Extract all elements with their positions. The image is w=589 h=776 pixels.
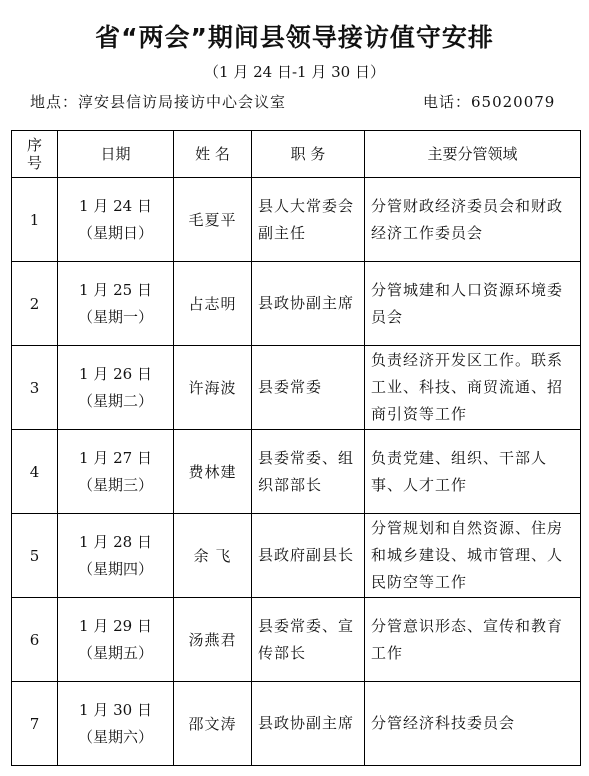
date-text: 1 月 25 日 bbox=[79, 280, 152, 299]
header-date: 日期 bbox=[58, 131, 174, 178]
header-seq bbox=[12, 131, 58, 178]
cell-seq: 1 bbox=[12, 178, 58, 262]
cell-position: 县政协副主席 bbox=[252, 682, 365, 766]
location-text: 地点：淳安县信访局接访中心会议室 bbox=[30, 93, 287, 111]
table-row bbox=[12, 514, 581, 598]
cell-seq: 5 bbox=[12, 514, 58, 598]
table-row bbox=[12, 178, 581, 262]
weekday-text: （星期二） bbox=[77, 391, 153, 410]
weekday-text: （星期一） bbox=[77, 307, 153, 326]
header-seq-line1: 序 bbox=[26, 136, 42, 154]
cell-name: 邵文涛 bbox=[174, 682, 252, 766]
header-position: 职 务 bbox=[252, 131, 365, 178]
date-text: 1 月 29 日 bbox=[79, 616, 152, 635]
header-area: 主要分管领域 bbox=[365, 131, 581, 178]
cell-seq: 2 bbox=[12, 262, 58, 346]
cell-seq: 3 bbox=[12, 346, 58, 430]
cell-area: 负责经济开发区工作。联系工业、科技、商贸流通、招商引资等工作 bbox=[365, 346, 581, 430]
cell-position: 县政府副县长 bbox=[252, 514, 365, 598]
cell-date bbox=[58, 682, 174, 766]
cell-name: 费林建 bbox=[174, 430, 252, 514]
table-row bbox=[12, 346, 581, 430]
cell-seq: 4 bbox=[12, 430, 58, 514]
table-row bbox=[12, 262, 581, 346]
cell-area: 分管规划和自然资源、住房和城乡建设、城市管理、人民防空等工作 bbox=[365, 514, 581, 598]
cell-date bbox=[58, 178, 174, 262]
date-text: 1 月 30 日 bbox=[79, 700, 152, 719]
cell-position: 县委常委、组织部部长 bbox=[252, 430, 365, 514]
weekday-text: （星期五） bbox=[77, 643, 153, 662]
document-title: 省“两会”期间县领导接访值守安排 bbox=[95, 23, 494, 52]
date-text: 1 月 26 日 bbox=[79, 364, 152, 383]
cell-name: 汤燕君 bbox=[174, 598, 252, 682]
cell-date bbox=[58, 430, 174, 514]
cell-position: 县委常委 bbox=[252, 346, 365, 430]
phone-text: 电话：65020079 bbox=[423, 93, 556, 111]
cell-area: 分管城建和人口资源环境委员会 bbox=[365, 262, 581, 346]
cell-date bbox=[58, 514, 174, 598]
cell-name: 占志明 bbox=[174, 262, 252, 346]
cell-date bbox=[58, 598, 174, 682]
table-row bbox=[12, 598, 581, 682]
table-header-row bbox=[12, 131, 581, 178]
cell-date bbox=[58, 262, 174, 346]
table-row bbox=[12, 682, 581, 766]
date-range-subtitle: （1 月 24 日-1 月 30 日） bbox=[204, 63, 385, 81]
weekday-text: （星期日） bbox=[77, 223, 153, 242]
cell-name: 余 飞 bbox=[174, 514, 252, 598]
cell-position: 县人大常委会副主任 bbox=[252, 178, 365, 262]
date-text: 1 月 24 日 bbox=[79, 196, 152, 215]
cell-area: 分管意识形态、宣传和教育工作 bbox=[365, 598, 581, 682]
cell-area: 分管财政经济委员会和财政经济工作委员会 bbox=[365, 178, 581, 262]
date-text: 1 月 28 日 bbox=[79, 532, 152, 551]
cell-area: 负责党建、组织、干部人事、人才工作 bbox=[365, 430, 581, 514]
cell-name: 毛夏平 bbox=[174, 178, 252, 262]
cell-seq: 6 bbox=[12, 598, 58, 682]
date-text: 1 月 27 日 bbox=[79, 448, 152, 467]
cell-seq: 7 bbox=[12, 682, 58, 766]
weekday-text: （星期三） bbox=[77, 475, 153, 494]
cell-area: 分管经济科技委员会 bbox=[365, 682, 581, 766]
cell-position: 县政协副主席 bbox=[252, 262, 365, 346]
weekday-text: （星期四） bbox=[77, 559, 153, 578]
cell-name: 许海波 bbox=[174, 346, 252, 430]
header-seq-line2: 号 bbox=[26, 154, 42, 172]
cell-date bbox=[58, 346, 174, 430]
header-name: 姓 名 bbox=[174, 131, 252, 178]
schedule-table bbox=[11, 130, 581, 766]
cell-position: 县委常委、宣传部长 bbox=[252, 598, 365, 682]
weekday-text: （星期六） bbox=[77, 727, 153, 746]
table-row bbox=[12, 430, 581, 514]
